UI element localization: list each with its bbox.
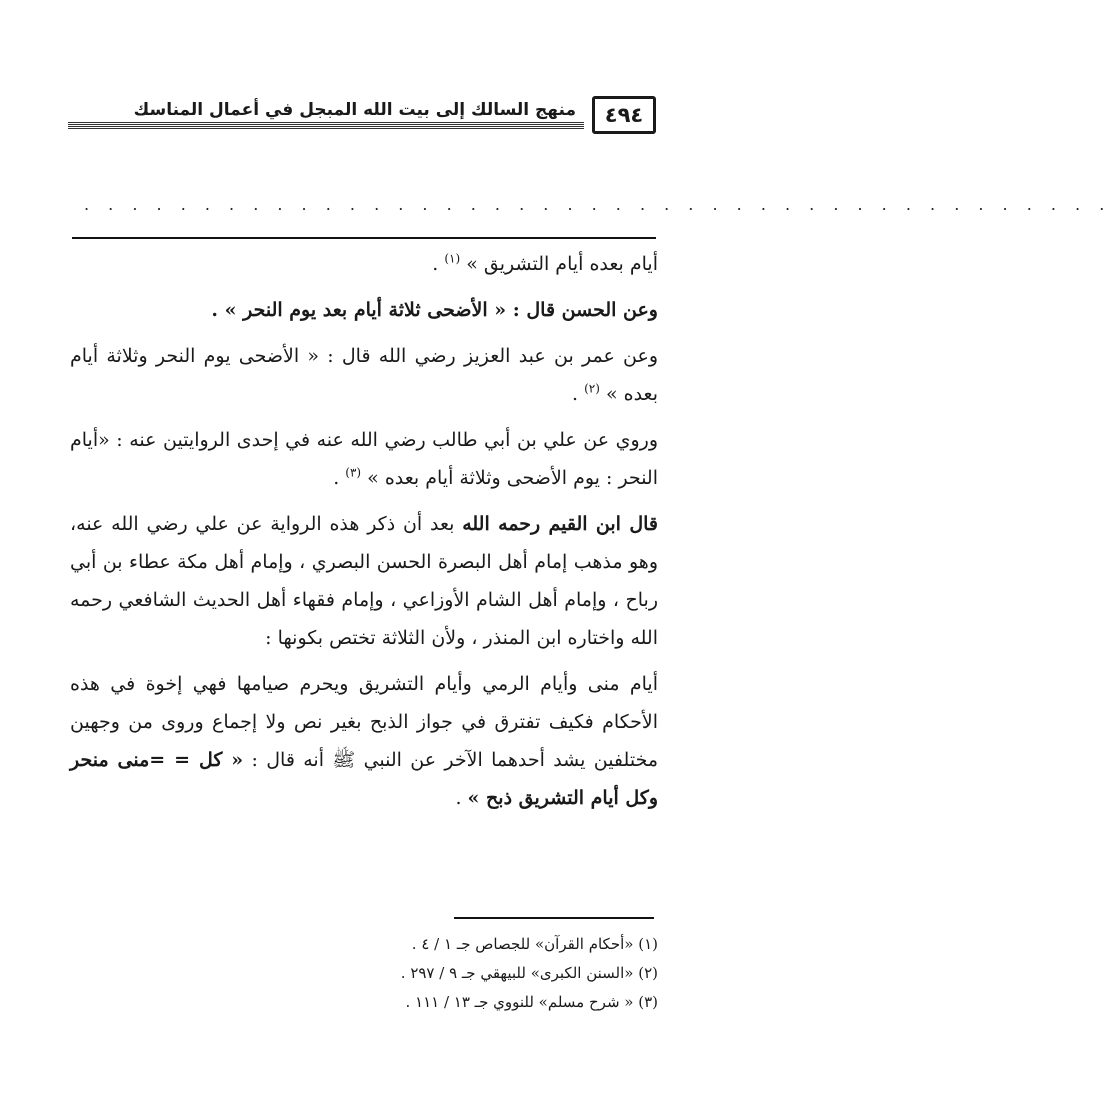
- footnote-1: (١) «أحكام القرآن» للجصاص جـ ١ / ٤ .: [411, 935, 658, 953]
- paragraph-1-end: .: [432, 253, 445, 275]
- footnote-ref-1: (١): [444, 251, 461, 266]
- paragraph-4-text: وروي عن علي بن أبي طالب رضي الله عنه في إحدى الروايتين عنه : «أيام النحر : يوم الأضحى وثلاثة أيام بعده »: [70, 429, 658, 489]
- paragraph-1-text: أيام بعده أيام التشريق »: [460, 253, 658, 275]
- paragraph-6-text: أيام منى وأيام الرمي وأيام التشريق ويحرم صيامها فهي إخوة في هذه الأحكام فكيف تفترق في جواز الذبح بغير نص ولا إجماع وروى من وجهين مختلفين يشد أحدهما الآخر عن النبي ﷺ أنه قال :: [70, 673, 659, 771]
- paragraph-3-end: .: [571, 383, 585, 405]
- paragraph-5-lead: قال ابن القيم رحمه الله: [462, 513, 658, 535]
- paragraph-6: [70, 665, 658, 817]
- paragraph-1: [70, 245, 658, 283]
- page-number: ٤٩٤: [592, 96, 656, 134]
- paragraph-3-text: وعن عمر بن عبد العزيز رضي الله قال : « الأضحى يوم النحر وثلاثة أيام بعده »: [70, 345, 658, 405]
- footnotes: [70, 930, 658, 1017]
- footnote-3: (٣) « شرح مسلم» للنووي جـ ١٣ / ١١١ .: [405, 993, 658, 1011]
- paragraph-6-bold-tail: « كل = =منى منحر وكل أيام التشريق ذبح »: [70, 749, 658, 809]
- paragraph-6-end: .: [455, 787, 468, 809]
- paragraph-3: [70, 337, 658, 413]
- footnote-ref-2: (٢): [584, 381, 600, 396]
- dotted-separator: . . . . . . . . . . . . . . . . . . . . . . . . . . . . . . . . . . . . . . . . . . .: [84, 195, 1111, 214]
- footnote-2: (٢) «السنن الكبرى» للبيهقي جـ ٩ / ٢٩٧ .: [400, 964, 658, 982]
- text-top-rule: [72, 237, 656, 239]
- paragraph-2-lead: وعن الحسن قال: [526, 299, 658, 321]
- running-header: [68, 96, 656, 136]
- paragraph-2-text: : « الأضحى ثلاثة أيام بعد يوم النحر » .: [211, 299, 527, 321]
- paragraph-4: [70, 421, 658, 497]
- paragraph-4-end: .: [333, 467, 346, 489]
- paragraph-5: [70, 505, 658, 657]
- book-title: منهج السالك إلى بيت الله المبجل في أعمال المناسك: [133, 100, 576, 120]
- footnote-ref-3: (٣): [345, 465, 362, 480]
- header-rule: [68, 122, 584, 130]
- main-text: [70, 245, 658, 825]
- paragraph-2: [70, 291, 658, 329]
- footnote-rule: [454, 917, 654, 919]
- paragraph-5-text: بعد أن ذكر هذه الرواية عن علي رضي الله عنه، وهو مذهب إمام أهل البصرة الحسن البصري ، وإمام أهل مكة عطاء بن أبي رباح ، وإمام أهل الشام الأوزاعي ، وإمام فقهاء أهل الحديث الشافعي رحمه الله واختاره ابن المنذر ، ولأن الثلاثة تختص بكونها :: [70, 513, 658, 649]
